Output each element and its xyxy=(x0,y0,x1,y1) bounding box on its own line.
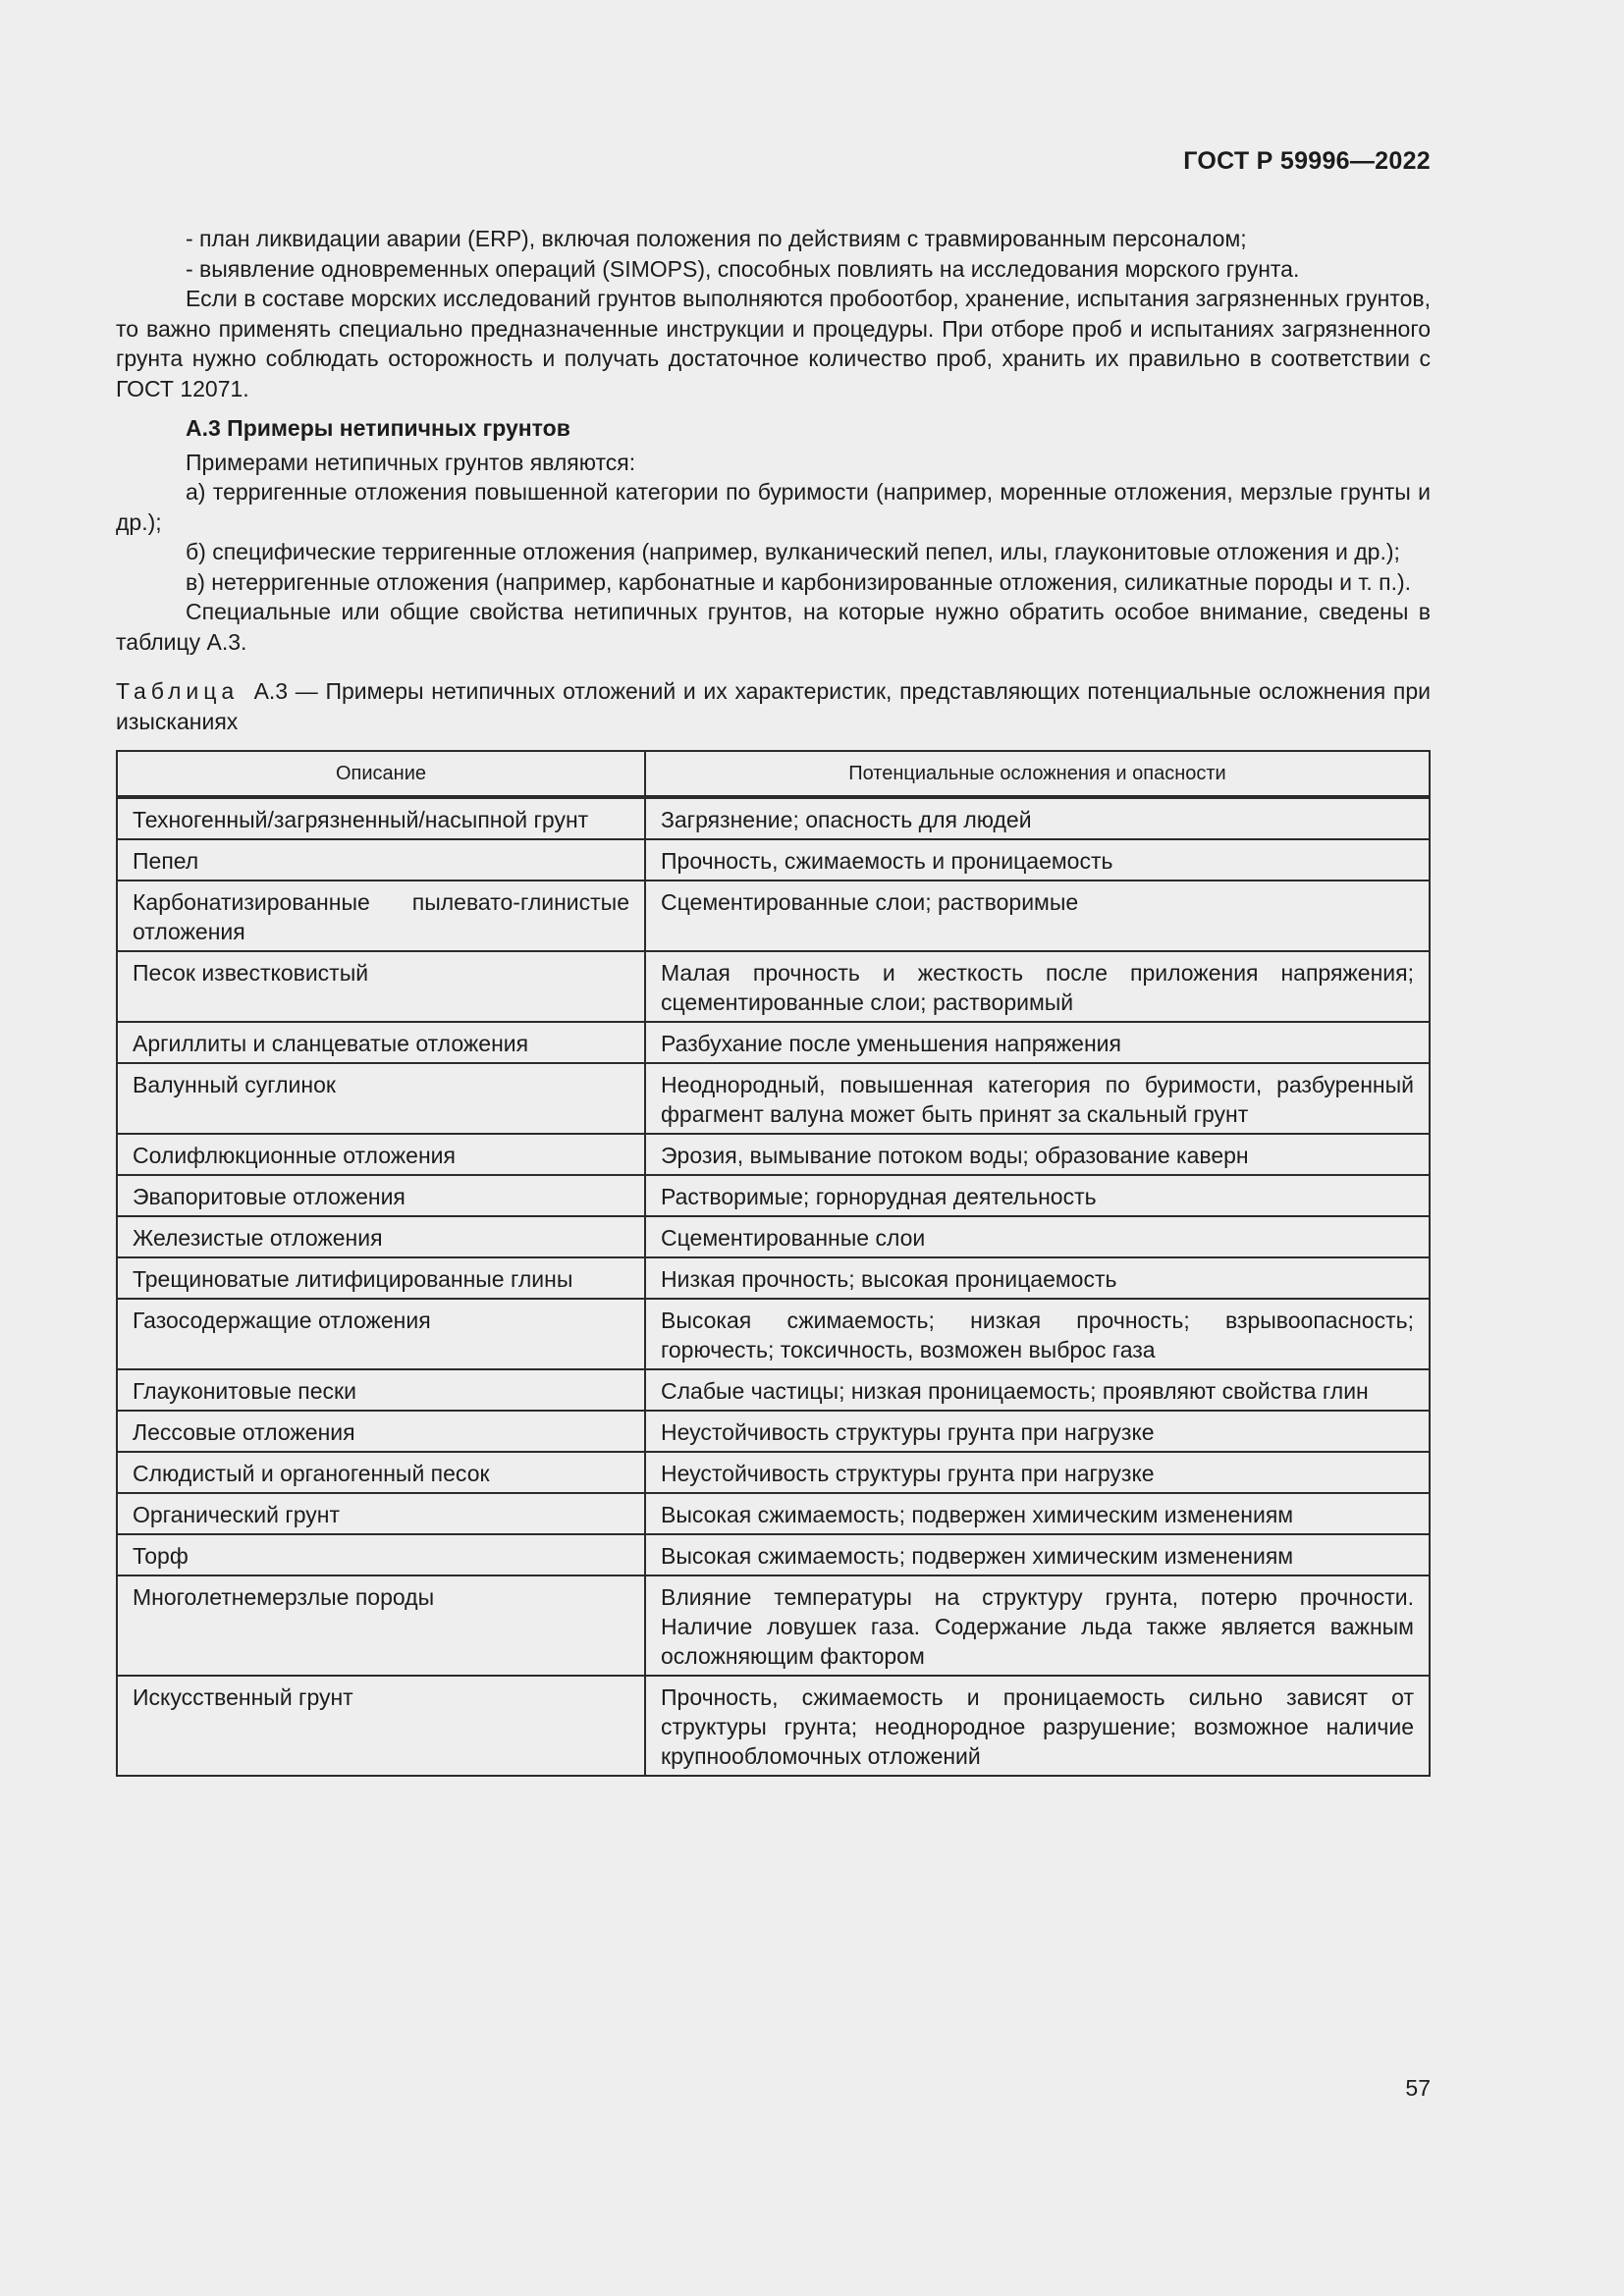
table-row xyxy=(117,1411,1430,1452)
cell-description: Техногенный/загрязненный/насыпной грунт xyxy=(117,797,645,839)
table-row xyxy=(117,1022,1430,1063)
cell-hazards: Низкая прочность; высокая проницаемость xyxy=(645,1257,1430,1299)
table-row xyxy=(117,951,1430,1022)
cell-description: Органический грунт xyxy=(117,1493,645,1534)
table-row xyxy=(117,1493,1430,1534)
table-row xyxy=(117,1134,1430,1175)
cell-hazards: Высокая сжимаемость; низкая прочность; взрывоопасность; горючесть; токсичность, возможен выброс газа xyxy=(645,1299,1430,1369)
cell-description: Эвапоритовые отложения xyxy=(117,1175,645,1216)
section-intro: Примерами нетипичных грунтов являются: xyxy=(186,449,636,475)
table-caption-text: А.3 — Примеры нетипичных отложений и их характеристик, представляющих потенциальные осложнения при изысканиях xyxy=(116,678,1432,734)
cell-description: Солифлюкционные отложения xyxy=(117,1134,645,1175)
column-header-hazards: Потенциальные осложнения и опасности xyxy=(645,751,1430,797)
cell-description: Лессовые отложения xyxy=(117,1411,645,1452)
cell-description: Железистые отложения xyxy=(117,1216,645,1257)
cell-hazards: Неустойчивость структуры грунта при нагрузке xyxy=(645,1411,1430,1452)
table-row xyxy=(117,1534,1430,1575)
cell-hazards: Высокая сжимаемость; подвержен химическим изменениям xyxy=(645,1534,1430,1575)
table-row xyxy=(117,1676,1430,1776)
section-closing: Специальные или общие свойства нетипичных грунтов, на которые нужно обратить особое внимание, сведены в таблицу А.3. xyxy=(116,599,1431,655)
cell-description: Слюдистый и органогенный песок xyxy=(117,1452,645,1493)
cell-description: Глауконитовые пески xyxy=(117,1369,645,1411)
table-row xyxy=(117,839,1430,881)
table-row xyxy=(117,881,1430,951)
cell-description: Валунный суглинок xyxy=(117,1063,645,1134)
table-row xyxy=(117,1216,1430,1257)
table-caption-label: Таблица xyxy=(116,678,240,704)
page-number: 57 xyxy=(1405,2075,1431,2101)
cell-description: Песок известковистый xyxy=(117,951,645,1022)
cell-hazards: Неустойчивость структуры грунта при нагрузке xyxy=(645,1452,1430,1493)
column-header-description: Описание xyxy=(117,751,645,797)
table-row xyxy=(117,1299,1430,1369)
paragraph-contaminated-soils: Если в составе морских исследований грунтов выполняются пробоотбор, хранение, испытания загрязненных грунтов, то важно применять специально предназначенные инструкции и процедуры. При отборе проб и испытаниях загрязненного грунта нужно соблюдать осторожность и получать достаточное количество проб, хранить их правильно в соответствии с ГОСТ 12071. xyxy=(116,286,1431,401)
table-header-row xyxy=(117,751,1430,797)
cell-hazards: Прочность, сжимаемость и проницаемость xyxy=(645,839,1430,881)
list-item-b: б) специфические терригенные отложения (например, вулканический пепел, илы, глауконитовые отложения и др.); xyxy=(186,539,1400,564)
cell-hazards: Растворимые; горнорудная деятельность xyxy=(645,1175,1430,1216)
cell-description: Многолетнемерзлые породы xyxy=(117,1575,645,1676)
cell-hazards: Малая прочность и жесткость после приложения напряжения; сцементированные слои; растворимый xyxy=(645,951,1430,1022)
cell-hazards: Сцементированные слои xyxy=(645,1216,1430,1257)
cell-description: Газосодержащие отложения xyxy=(117,1299,645,1369)
table-row xyxy=(117,1257,1430,1299)
table-row xyxy=(117,797,1430,839)
table-caption xyxy=(116,676,1431,736)
cell-hazards: Прочность, сжимаемость и проницаемость сильно зависят от структуры грунта; неоднородное разрушение; возможное наличие крупнообломочных отложений xyxy=(645,1676,1430,1776)
cell-hazards: Слабые частицы; низкая проницаемость; проявляют свойства глин xyxy=(645,1369,1430,1411)
cell-hazards: Загрязнение; опасность для людей xyxy=(645,797,1430,839)
cell-hazards: Эрозия, вымывание потоком воды; образование каверн xyxy=(645,1134,1430,1175)
table-row xyxy=(117,1175,1430,1216)
table-row xyxy=(117,1452,1430,1493)
cell-hazards: Высокая сжимаемость; подвержен химическим изменениям xyxy=(645,1493,1430,1534)
cell-description: Аргиллиты и сланцеватые отложения xyxy=(117,1022,645,1063)
cell-description: Торф xyxy=(117,1534,645,1575)
cell-hazards: Неоднородный, повышенная категория по буримости, разбуренный фрагмент валуна может быть принят за скальный грунт xyxy=(645,1063,1430,1134)
bullet-erp: - план ликвидации аварии (ERP), включая положения по действиям с травмированным персоналом; xyxy=(186,226,1247,251)
document-id-header: ГОСТ Р 59996—2022 xyxy=(1183,147,1431,175)
list-item-c: в) нетерригенные отложения (например, карбонатные и карбонизированные отложения, силикатные породы и т. п.). xyxy=(186,568,1412,595)
table-row xyxy=(117,1369,1430,1411)
cell-description: Пепел xyxy=(117,839,645,881)
atypical-soils-table xyxy=(116,750,1431,1777)
cell-hazards: Разбухание после уменьшения напряжения xyxy=(645,1022,1430,1063)
list-item-a: а) терригенные отложения повышенной категории по буримости (например, моренные отложения, мерзлые грунты и др.); xyxy=(116,479,1431,535)
section-heading: А.3 Примеры нетипичных грунтов xyxy=(186,415,570,441)
cell-description: Карбонатизированные пылевато-глинистые отложения xyxy=(117,881,645,951)
cell-hazards: Влияние температуры на структуру грунта, потерю прочности. Наличие ловушек газа. Содержание льда также является важным осложняющим фактором xyxy=(645,1575,1430,1676)
table-row xyxy=(117,1063,1430,1134)
page-content xyxy=(116,224,1431,1777)
cell-hazards: Сцементированные слои; растворимые xyxy=(645,881,1430,951)
table-row xyxy=(117,1575,1430,1676)
cell-description: Трещиноватые литифицированные глины xyxy=(117,1257,645,1299)
cell-description: Искусственный грунт xyxy=(117,1676,645,1776)
bullet-simops: - выявление одновременных операций (SIMOPS), способных повлиять на исследования морского грунта. xyxy=(186,255,1300,282)
